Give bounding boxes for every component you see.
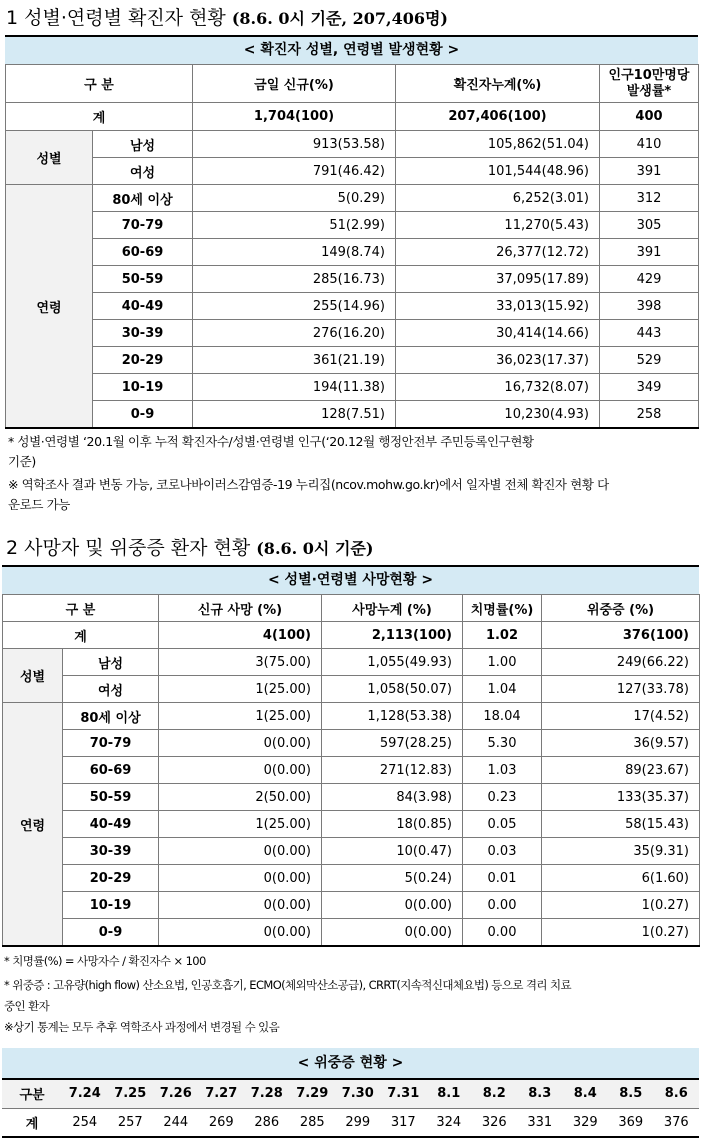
fatality-cell: 0.00 — [463, 919, 542, 947]
table-row — [6, 212, 699, 239]
total-new-deaths: 4(100) — [159, 622, 322, 649]
date-cell: 8.3 — [517, 1079, 563, 1108]
rate-cell: 391 — [600, 239, 699, 266]
row-label: 70-79 — [93, 212, 193, 239]
rate-cell: 529 — [600, 347, 699, 374]
value-cell: 285 — [290, 1108, 336, 1137]
header-severe: 위중증 (%) — [542, 595, 700, 622]
value-cell: 326 — [472, 1108, 518, 1137]
deaths-table-caption: < 성별·연령별 사망현황 > — [2, 565, 699, 594]
row-label: 60-69 — [93, 239, 193, 266]
total-label: 계 — [6, 103, 193, 131]
fatality-cell: 5.30 — [463, 730, 542, 757]
row-label: 40-49 — [93, 293, 193, 320]
date-cell: 7.31 — [381, 1079, 427, 1108]
age-group-label: 연령 — [6, 185, 93, 429]
today-new-cell: 194(11.38) — [193, 374, 396, 401]
today-new-cell: 276(16.20) — [193, 320, 396, 347]
severe-cell: 58(15.43) — [542, 811, 700, 838]
value-cell: 331 — [517, 1108, 563, 1137]
row-label: 0-9 — [93, 401, 193, 429]
table-row — [6, 320, 699, 347]
total-severe: 376(100) — [542, 622, 700, 649]
fatality-cell: 0.00 — [463, 892, 542, 919]
severe-cell: 127(33.78) — [542, 676, 700, 703]
rate-cell: 429 — [600, 266, 699, 293]
total-rate: 400 — [600, 103, 699, 131]
section1-notes — [8, 432, 698, 515]
cumulative-cell: 101,544(48.96) — [396, 158, 600, 185]
total-fatality: 1.02 — [463, 622, 542, 649]
table-row — [3, 892, 700, 919]
row-label: 50-59 — [63, 784, 159, 811]
section1-heading-text: 1 성별·연령별 확진자 현황 — [6, 7, 226, 29]
value-cell: 286 — [244, 1108, 290, 1137]
severe-daily-date-row — [2, 1079, 699, 1108]
header-category: 구 분 — [3, 595, 159, 622]
today-new-cell: 255(14.96) — [193, 293, 396, 320]
value-cell: 324 — [426, 1108, 472, 1137]
cumulative-deaths-cell: 1,055(49.93) — [322, 649, 463, 676]
today-new-cell: 128(7.51) — [193, 401, 396, 429]
header-cumulative-deaths: 사망누계 (%) — [322, 595, 463, 622]
row-label: 40-49 — [63, 811, 159, 838]
header-category: 구 분 — [6, 65, 193, 103]
confirmed-total-row — [6, 103, 699, 131]
date-cell: 8.2 — [472, 1079, 518, 1108]
severe-cell: 133(35.37) — [542, 784, 700, 811]
new-deaths-cell: 0(0.00) — [159, 730, 322, 757]
note-change: ※상기 통계는 모두 추후 역학조사 과정에서 변경될 수 있음 — [4, 1020, 280, 1034]
new-deaths-cell: 0(0.00) — [159, 892, 322, 919]
section2-heading — [6, 535, 373, 562]
header-new-deaths: 신규 사망 (%) — [159, 595, 322, 622]
table-row — [6, 266, 699, 293]
table-row — [3, 730, 700, 757]
fatality-cell: 1.04 — [463, 676, 542, 703]
value-cell: 376 — [654, 1108, 700, 1137]
fatality-cell: 1.00 — [463, 649, 542, 676]
severe-cell: 17(4.52) — [542, 703, 700, 730]
rate-cell: 391 — [600, 158, 699, 185]
rate-cell: 398 — [600, 293, 699, 320]
confirmed-table-block — [5, 35, 698, 429]
row-label: 70-79 — [63, 730, 159, 757]
deaths-table-block — [2, 565, 699, 947]
date-cell: 8.5 — [608, 1079, 654, 1108]
table-row — [3, 865, 700, 892]
row-label: 10-19 — [93, 374, 193, 401]
today-new-cell: 285(16.73) — [193, 266, 396, 293]
cumulative-cell: 6,252(3.01) — [396, 185, 600, 212]
row-label: 10-19 — [63, 892, 159, 919]
cumulative-cell: 26,377(12.72) — [396, 239, 600, 266]
cumulative-cell: 11,270(5.43) — [396, 212, 600, 239]
fatality-cell: 0.01 — [463, 865, 542, 892]
cumulative-cell: 16,732(8.07) — [396, 374, 600, 401]
cumulative-cell: 33,013(15.92) — [396, 293, 600, 320]
cumulative-deaths-cell: 0(0.00) — [322, 919, 463, 947]
date-cell: 8.6 — [654, 1079, 700, 1108]
value-cell: 369 — [608, 1108, 654, 1137]
new-deaths-cell: 3(75.00) — [159, 649, 322, 676]
today-new-cell: 5(0.29) — [193, 185, 396, 212]
fatality-cell: 0.05 — [463, 811, 542, 838]
row-label: 남성 — [63, 649, 159, 676]
cumulative-deaths-cell: 1,128(53.38) — [322, 703, 463, 730]
fatality-cell: 0.23 — [463, 784, 542, 811]
severe-cell: 1(0.27) — [542, 892, 700, 919]
deaths-total-row — [3, 622, 700, 649]
value-cell: 269 — [199, 1108, 245, 1137]
confirmed-table — [5, 64, 699, 429]
date-cell: 7.27 — [199, 1079, 245, 1108]
table-row — [6, 293, 699, 320]
new-deaths-cell: 1(25.00) — [159, 676, 322, 703]
new-deaths-cell: 0(0.00) — [159, 757, 322, 784]
table-row — [3, 757, 700, 784]
date-cell: 8.4 — [563, 1079, 609, 1108]
note-download-line1: ※ 역학조사 결과 변동 가능, 코로나바이러스감염증-19 누리집(ncov.mohw.go.kr)에서 일자별 전체 확진자 현황 다 — [8, 477, 609, 492]
section2-heading-sub: (8.6. 0시 기준) — [256, 539, 374, 558]
note-download-line2: 운로드 가능 — [8, 497, 70, 512]
row-label: 30-39 — [93, 320, 193, 347]
date-cell: 7.30 — [335, 1079, 381, 1108]
sex-group-label: 성별 — [6, 131, 93, 185]
header-cumulative: 확진자누계(%) — [396, 65, 600, 103]
table-row — [3, 811, 700, 838]
section1-heading-sub: (8.6. 0시 기준, 207,406명) — [231, 9, 448, 28]
severe-daily-block — [2, 1048, 699, 1138]
severe-cell: 6(1.60) — [542, 865, 700, 892]
rate-cell: 349 — [600, 374, 699, 401]
date-cell: 7.26 — [153, 1079, 199, 1108]
note-severe-line1: * 위중증 : 고유량(high flow) 산소요법, 인공호흡기, ECMO(체외막산소공급), CRRT(지속적신대체요법) 등으로 격리 치료 — [4, 978, 571, 992]
confirmed-table-caption: < 확진자 성별, 연령별 발생현황 > — [5, 35, 698, 64]
total-label: 계 — [3, 622, 159, 649]
table-row — [3, 784, 700, 811]
row-label: 여성 — [93, 158, 193, 185]
value-cell: 329 — [563, 1108, 609, 1137]
row-label: 80세 이상 — [63, 703, 159, 730]
row-label: 80세 이상 — [93, 185, 193, 212]
row-label: 60-69 — [63, 757, 159, 784]
today-new-cell: 51(2.99) — [193, 212, 396, 239]
section2-notes — [4, 951, 698, 1038]
total-cumulative-deaths: 2,113(100) — [322, 622, 463, 649]
total-today-new: 1,704(100) — [193, 103, 396, 131]
section2-heading-text: 2 사망자 및 위중증 환자 현황 — [6, 537, 251, 559]
new-deaths-cell: 0(0.00) — [159, 838, 322, 865]
severe-daily-table — [2, 1078, 699, 1138]
confirmed-header-row — [6, 65, 699, 103]
date-row-label: 구분 — [2, 1079, 62, 1108]
cumulative-cell: 10,230(4.93) — [396, 401, 600, 429]
cumulative-deaths-cell: 10(0.47) — [322, 838, 463, 865]
severe-cell: 35(9.31) — [542, 838, 700, 865]
fatality-cell: 18.04 — [463, 703, 542, 730]
today-new-cell: 149(8.74) — [193, 239, 396, 266]
row-label: 여성 — [63, 676, 159, 703]
new-deaths-cell: 0(0.00) — [159, 865, 322, 892]
age-group-label: 연령 — [3, 703, 63, 947]
cumulative-deaths-cell: 5(0.24) — [322, 865, 463, 892]
header-fatality: 치명률(%) — [463, 595, 542, 622]
header-rate-line2: 발생률* — [626, 83, 672, 99]
date-cell: 8.1 — [426, 1079, 472, 1108]
severe-daily-value-row — [2, 1108, 699, 1137]
table-row — [3, 838, 700, 865]
note-incidence-line2: 기준) — [8, 454, 36, 469]
row-label: 30-39 — [63, 838, 159, 865]
today-new-cell: 913(53.58) — [193, 131, 396, 158]
note-incidence-line1: * 성별·연령별 ‘20.1월 이후 누적 확진자수/성별·연령별 인구(‘20.12월 행정안전부 주민등록인구현황 — [8, 434, 534, 449]
rate-cell: 305 — [600, 212, 699, 239]
date-cell: 7.25 — [108, 1079, 154, 1108]
today-new-cell: 361(21.19) — [193, 347, 396, 374]
fatality-cell: 1.03 — [463, 757, 542, 784]
value-cell: 244 — [153, 1108, 199, 1137]
total-cumulative: 207,406(100) — [396, 103, 600, 131]
cumulative-deaths-cell: 597(28.25) — [322, 730, 463, 757]
table-row — [3, 649, 700, 676]
severe-cell: 1(0.27) — [542, 919, 700, 947]
rate-cell: 258 — [600, 401, 699, 429]
value-cell: 299 — [335, 1108, 381, 1137]
new-deaths-cell: 0(0.00) — [159, 919, 322, 947]
header-rate — [600, 65, 699, 103]
cumulative-deaths-cell: 271(12.83) — [322, 757, 463, 784]
table-row — [3, 703, 700, 730]
row-label: 20-29 — [63, 865, 159, 892]
cumulative-deaths-cell: 1,058(50.07) — [322, 676, 463, 703]
cumulative-cell: 105,862(51.04) — [396, 131, 600, 158]
date-cell: 7.24 — [62, 1079, 108, 1108]
table-row — [6, 347, 699, 374]
cumulative-deaths-cell: 0(0.00) — [322, 892, 463, 919]
table-row — [6, 374, 699, 401]
table-row — [6, 131, 699, 158]
severe-cell: 89(23.67) — [542, 757, 700, 784]
row-label: 50-59 — [93, 266, 193, 293]
deaths-table — [2, 594, 700, 947]
table-row — [3, 676, 700, 703]
row-label: 남성 — [93, 131, 193, 158]
note-severe-line2: 중인 환자 — [4, 999, 50, 1013]
note-fatality: * 치명률(%) = 사망자수 / 확진자수 × 100 — [4, 954, 206, 968]
row-label: 20-29 — [93, 347, 193, 374]
new-deaths-cell: 2(50.00) — [159, 784, 322, 811]
header-today-new: 금일 신규(%) — [193, 65, 396, 103]
new-deaths-cell: 1(25.00) — [159, 703, 322, 730]
severe-daily-caption: < 위중증 현황 > — [2, 1048, 699, 1078]
cumulative-deaths-cell: 18(0.85) — [322, 811, 463, 838]
value-row-label: 계 — [2, 1108, 62, 1137]
table-row — [6, 185, 699, 212]
severe-cell: 36(9.57) — [542, 730, 700, 757]
section1-heading — [6, 5, 448, 32]
date-cell: 7.28 — [244, 1079, 290, 1108]
rate-cell: 410 — [600, 131, 699, 158]
table-row — [6, 401, 699, 429]
value-cell: 317 — [381, 1108, 427, 1137]
deaths-header-row — [3, 595, 700, 622]
new-deaths-cell: 1(25.00) — [159, 811, 322, 838]
cumulative-deaths-cell: 84(3.98) — [322, 784, 463, 811]
table-row — [6, 158, 699, 185]
severe-cell: 249(66.22) — [542, 649, 700, 676]
value-cell: 254 — [62, 1108, 108, 1137]
sex-group-label: 성별 — [3, 649, 63, 703]
fatality-cell: 0.03 — [463, 838, 542, 865]
row-label: 0-9 — [63, 919, 159, 947]
cumulative-cell: 30,414(14.66) — [396, 320, 600, 347]
today-new-cell: 791(46.42) — [193, 158, 396, 185]
rate-cell: 443 — [600, 320, 699, 347]
value-cell: 257 — [108, 1108, 154, 1137]
header-rate-line1: 인구10만명당 — [608, 67, 690, 83]
table-row — [6, 239, 699, 266]
cumulative-cell: 37,095(17.89) — [396, 266, 600, 293]
rate-cell: 312 — [600, 185, 699, 212]
table-row — [3, 919, 700, 947]
date-cell: 7.29 — [290, 1079, 336, 1108]
cumulative-cell: 36,023(17.37) — [396, 347, 600, 374]
